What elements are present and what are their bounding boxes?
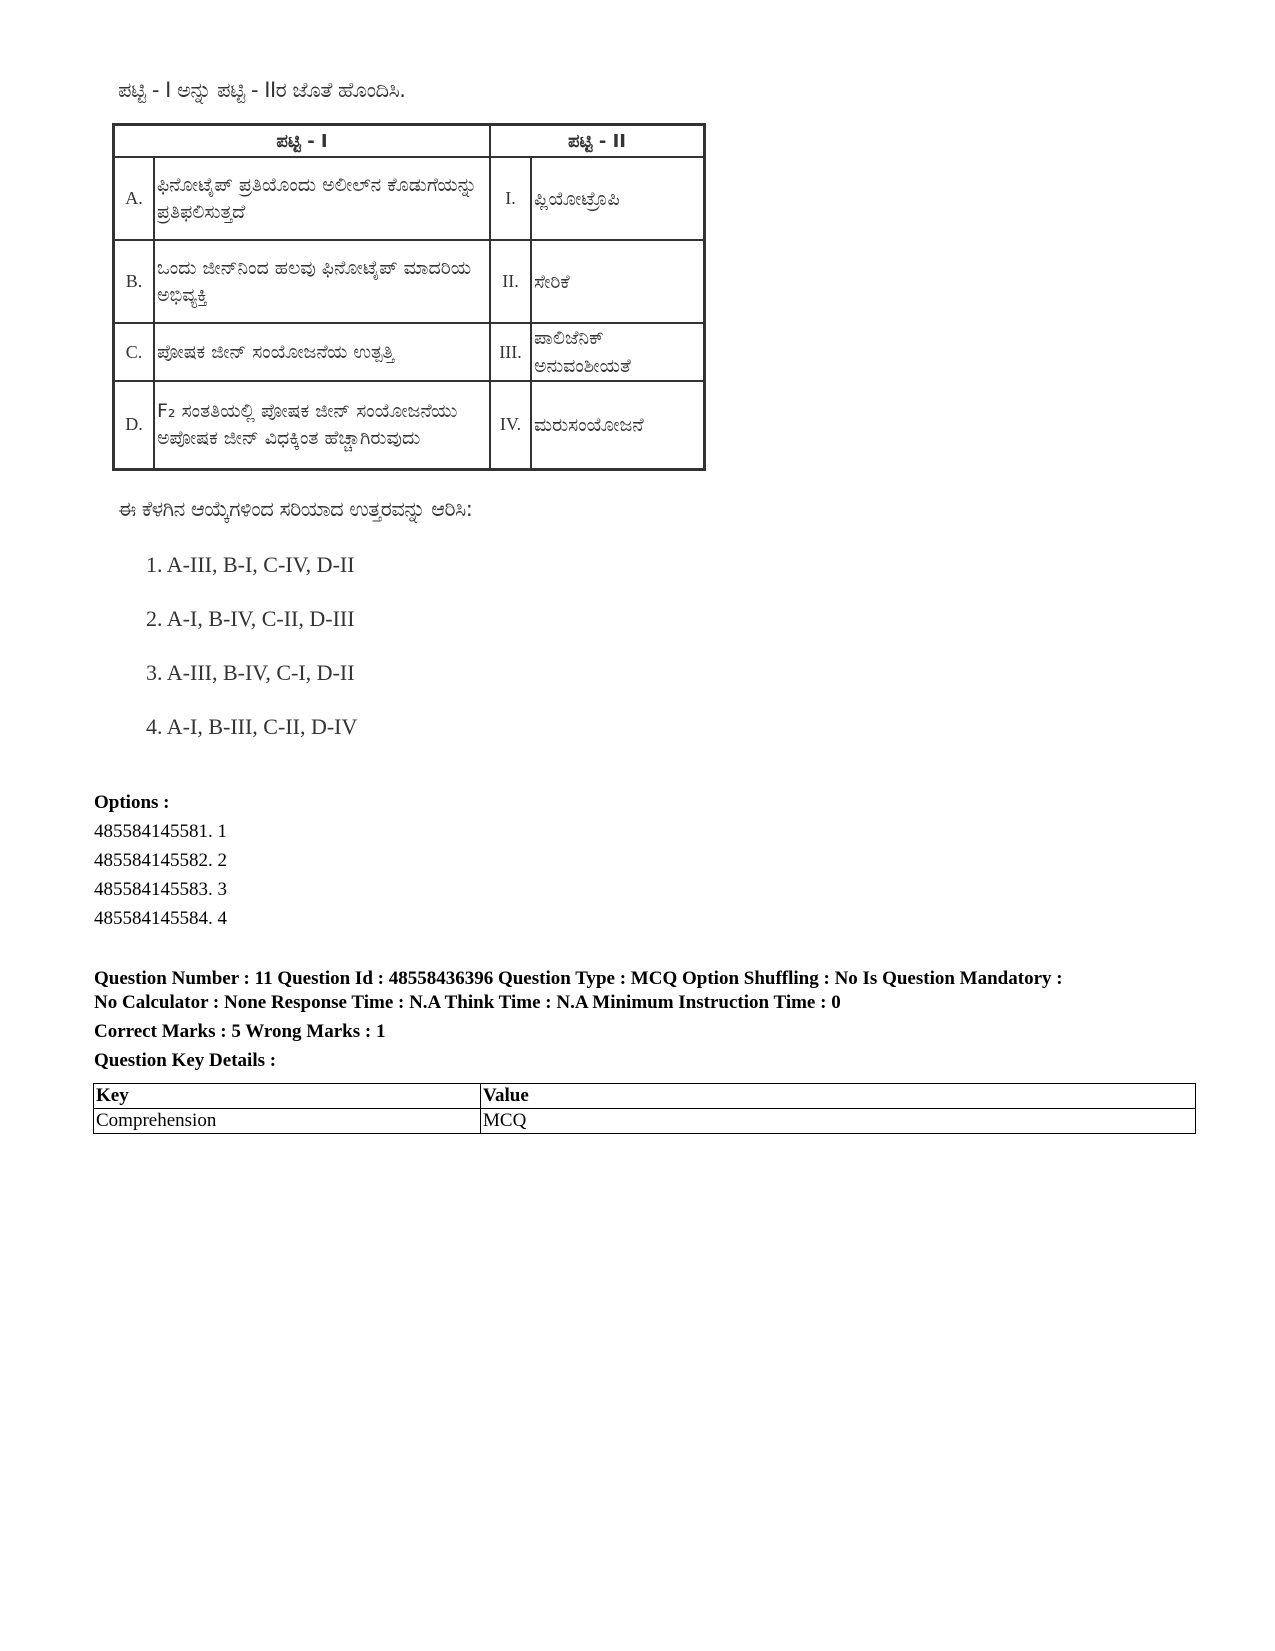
answer-choice: 1. A-III, B-I, C-IV, D-II bbox=[146, 551, 355, 577]
row-roman: II. bbox=[490, 240, 531, 323]
list-2-header: ಪಟ್ಟಿ - II bbox=[490, 125, 705, 158]
match-table bbox=[112, 123, 706, 471]
row-roman: I. bbox=[490, 157, 531, 240]
question-meta-line-1: Question Number : 11 Question Id : 48558436396 Question Type : MCQ Option Shuffling : No Is Question Mandatory : bbox=[94, 968, 1063, 989]
list-1-item: ಫಿನೋಟೈಪ್ ಪ್ರತಿಯೊಂದು ಅಲೀಲ್‌ನ ಕೊಡುಗೆಯನ್ನು ಪ್ರತಿಫಲಿಸುತ್ತದೆ bbox=[154, 157, 490, 240]
answer-choice: 2. A-I, B-IV, C-II, D-III bbox=[146, 605, 355, 631]
list-2-item: ಸೇರಿಕೆ bbox=[531, 240, 705, 323]
row-letter: C. bbox=[114, 323, 155, 381]
match-row bbox=[114, 157, 705, 240]
list-1-item: F₂ ಸಂತತಿಯಲ್ಲಿ ಪೋಷಕ ಜೀನ್ ಸಂಯೋಜನೆಯು ಅಪೋಷಕ ಜೀನ್ ವಿಧಕ್ಕಿಂತ ಹೆಚ್ಚಾಗಿರುವುದು bbox=[154, 381, 490, 469]
option-item: 485584145582. 2 bbox=[94, 850, 227, 871]
value-header-cell: Value bbox=[481, 1084, 1196, 1109]
row-letter: A. bbox=[114, 157, 155, 240]
list-2-item: ಪಾಲಿಜೆನಿಕ್ ಅನುವಂಶೀಯತೆ bbox=[531, 323, 705, 381]
key-details-table bbox=[93, 1083, 1196, 1134]
row-letter: D. bbox=[114, 381, 155, 469]
list-2-item: ಮರುಸಂಯೋಜನೆ bbox=[531, 381, 705, 469]
match-row bbox=[114, 381, 705, 469]
key-cell: Comprehension bbox=[94, 1109, 481, 1134]
question-meta bbox=[94, 967, 1194, 1073]
options-heading: Options : bbox=[94, 792, 170, 813]
options-block bbox=[94, 788, 227, 933]
match-row bbox=[114, 323, 705, 381]
value-cell: MCQ bbox=[481, 1109, 1196, 1134]
match-header-row bbox=[114, 125, 705, 158]
list-2-item: ಪ್ಲಿಯೋಟ್ರೊಪಿ bbox=[531, 157, 705, 240]
match-row bbox=[114, 240, 705, 323]
option-item: 485584145583. 3 bbox=[94, 879, 227, 900]
option-item: 485584145584. 4 bbox=[94, 908, 227, 929]
match-instruction: ಪಟ್ಟಿ - I ಅನ್ನು ಪಟ್ಟಿ - IIರ ಜೊತೆ ಹೊಂದಿಸಿ. bbox=[118, 78, 406, 102]
marks-line: Correct Marks : 5 Wrong Marks : 1 bbox=[94, 1021, 386, 1042]
question-image bbox=[112, 78, 752, 754]
answer-choice: 3. A-III, B-IV, C-I, D-II bbox=[146, 659, 355, 685]
table-row bbox=[94, 1109, 1196, 1134]
key-table-header bbox=[94, 1084, 1196, 1109]
row-roman: IV. bbox=[490, 381, 531, 469]
row-letter: B. bbox=[114, 240, 155, 323]
key-details-heading: Question Key Details : bbox=[94, 1050, 277, 1071]
answer-choices bbox=[146, 538, 752, 754]
option-item: 485584145581. 1 bbox=[94, 821, 227, 842]
choose-instruction: ಈ ಕೆಳಗಿನ ಆಯ್ಕೆಗಳಿಂದ ಸರಿಯಾದ ಉತ್ತರವನ್ನು ಆರಿಸಿ: bbox=[118, 496, 473, 521]
answer-choice: 4. A-I, B-III, C-II, D-IV bbox=[146, 713, 358, 739]
list-1-item: ಒಂದು ಜೀನ್‌ನಿಂದ ಹಲವು ಫಿನೋಟೈಪ್ ಮಾದರಿಯ ಅಭಿವ್ಯಕ್ತಿ bbox=[154, 240, 490, 323]
question-meta-line-2: No Calculator : None Response Time : N.A Think Time : N.A Minimum Instruction Time : 0 bbox=[94, 992, 841, 1013]
key-header-cell: Key bbox=[94, 1084, 481, 1109]
list-1-item: ಪೋಷಕ ಜೀನ್ ಸಂಯೋಜನೆಯ ಉತ್ಪತ್ತಿ bbox=[154, 323, 490, 381]
row-roman: III. bbox=[490, 323, 531, 381]
list-1-header: ಪಟ್ಟಿ - I bbox=[114, 125, 491, 158]
